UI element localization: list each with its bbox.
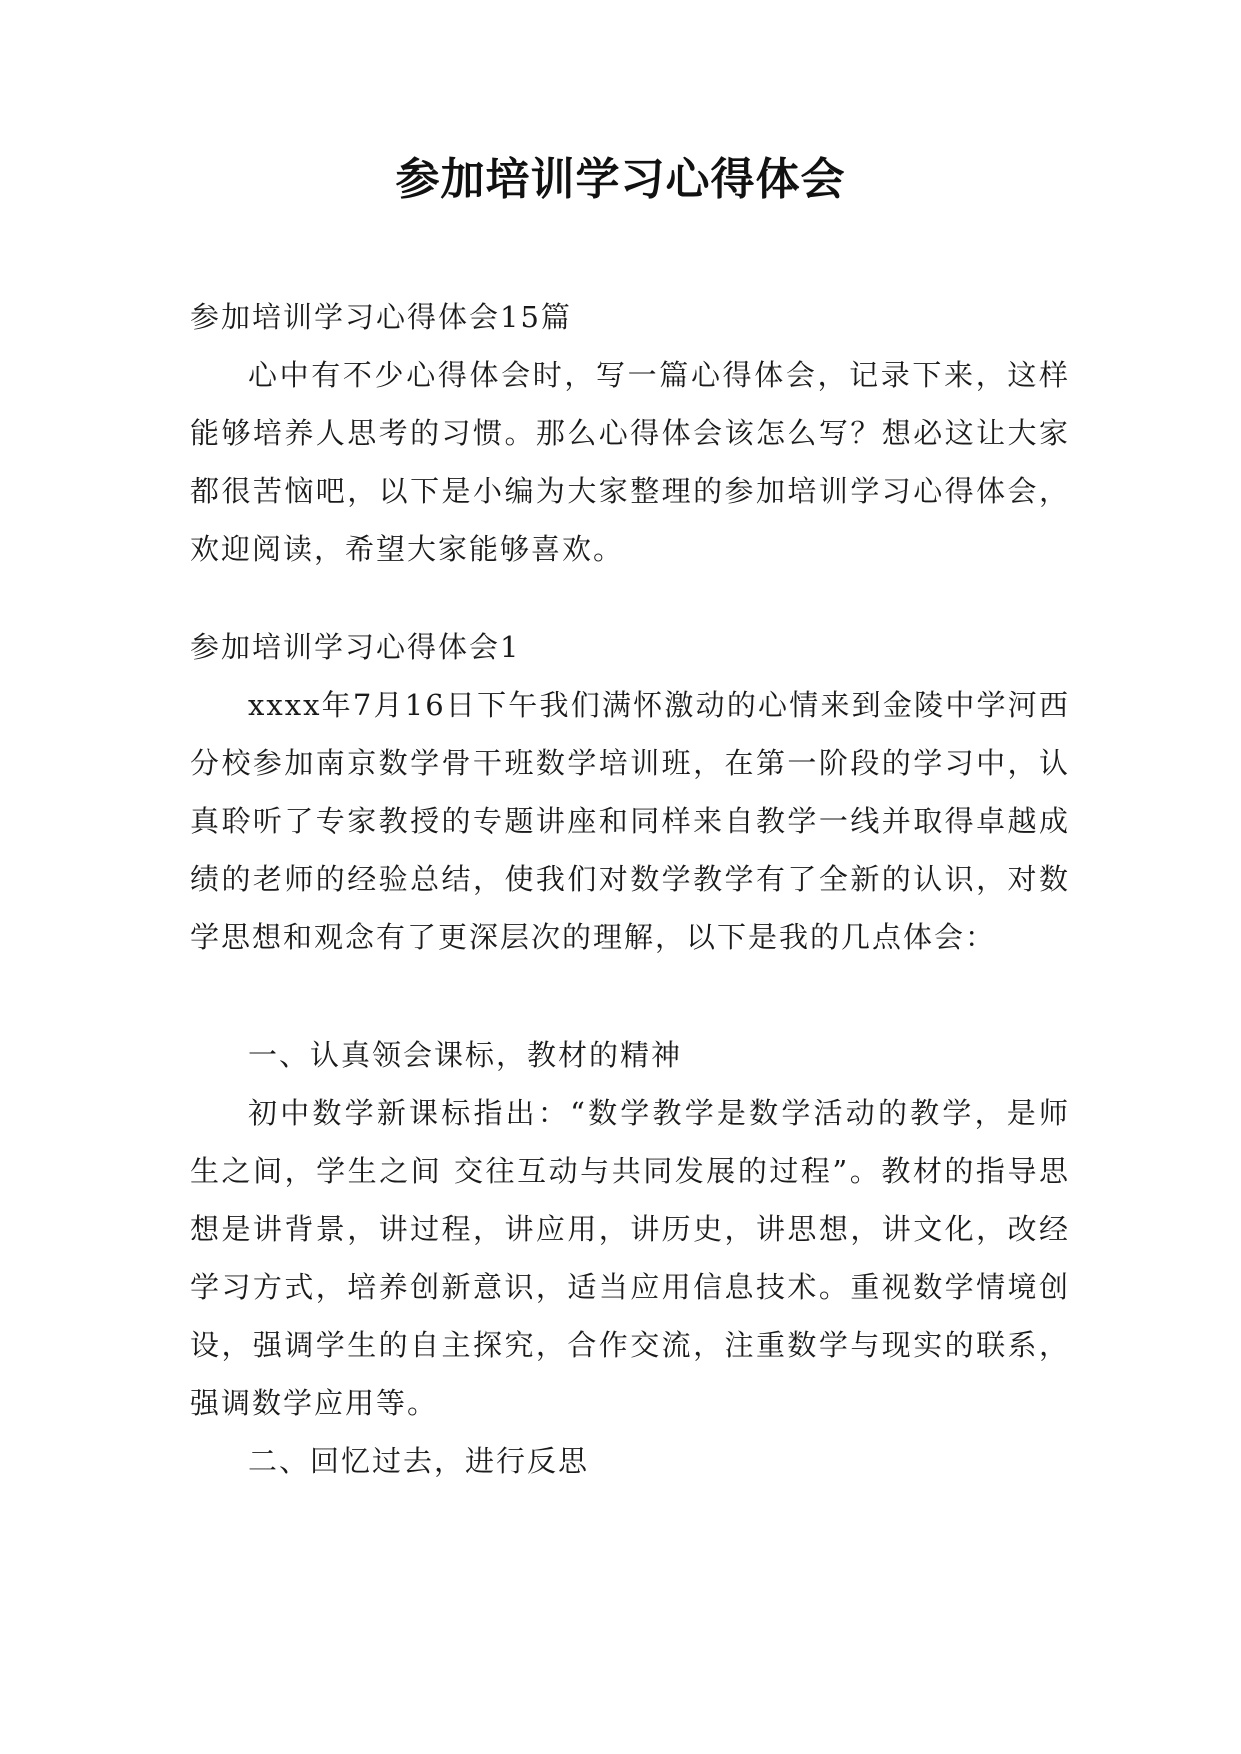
intro-paragraph: 心中有不少心得体会时，写一篇心得体会，记录下来，这样能够培养人思考的习惯。那么心得体会该怎么写？想必这让大家都很苦恼吧，以下是小编为大家整理的参加培训学习心得体会，欢迎阅读，希望大家能够喜欢。 [190, 358, 1070, 566]
point-one-heading: 一、认真领会课标，教材的精神 [248, 1038, 683, 1072]
point-one-paragraph: 初中数学新课标指出：“数学教学是数学活动的教学，是师生之间，学生之间 交往互动与共同发展的过程”。教材的指导思想是讲背景，讲过程，讲应用，讲历史，讲思想，讲文化，改经学习方式，培养创新意识，适当应用信息技术。重视数学情境创设，强调学生的自主探究，合作交流，注重数学与现实的联系，强调数学应用等。 [190, 1096, 1070, 1420]
section-heading: 参加培训学习心得体会1 [190, 630, 521, 664]
subtitle-paragraph: 参加培训学习心得体会15篇 [190, 300, 572, 334]
section-body-paragraph: xxxx年7月16日下午我们满怀激动的心情来到金陵中学河西分校参加南京数学骨干班数学培训班，在第一阶段的学习中，认真聆听了专家教授的专题讲座和同样来自教学一线并取得卓越成绩的老师的经验总结，使我们对数学教学有了全新的认识，对数学思想和观念有了更深层次的理解，以下是我的几点体会： [190, 688, 1070, 954]
document-title: 参加培训学习心得体会 [395, 154, 846, 205]
document-body [190, 288, 1070, 1490]
point-two-heading: 二、回忆过去，进行反思 [248, 1444, 590, 1478]
